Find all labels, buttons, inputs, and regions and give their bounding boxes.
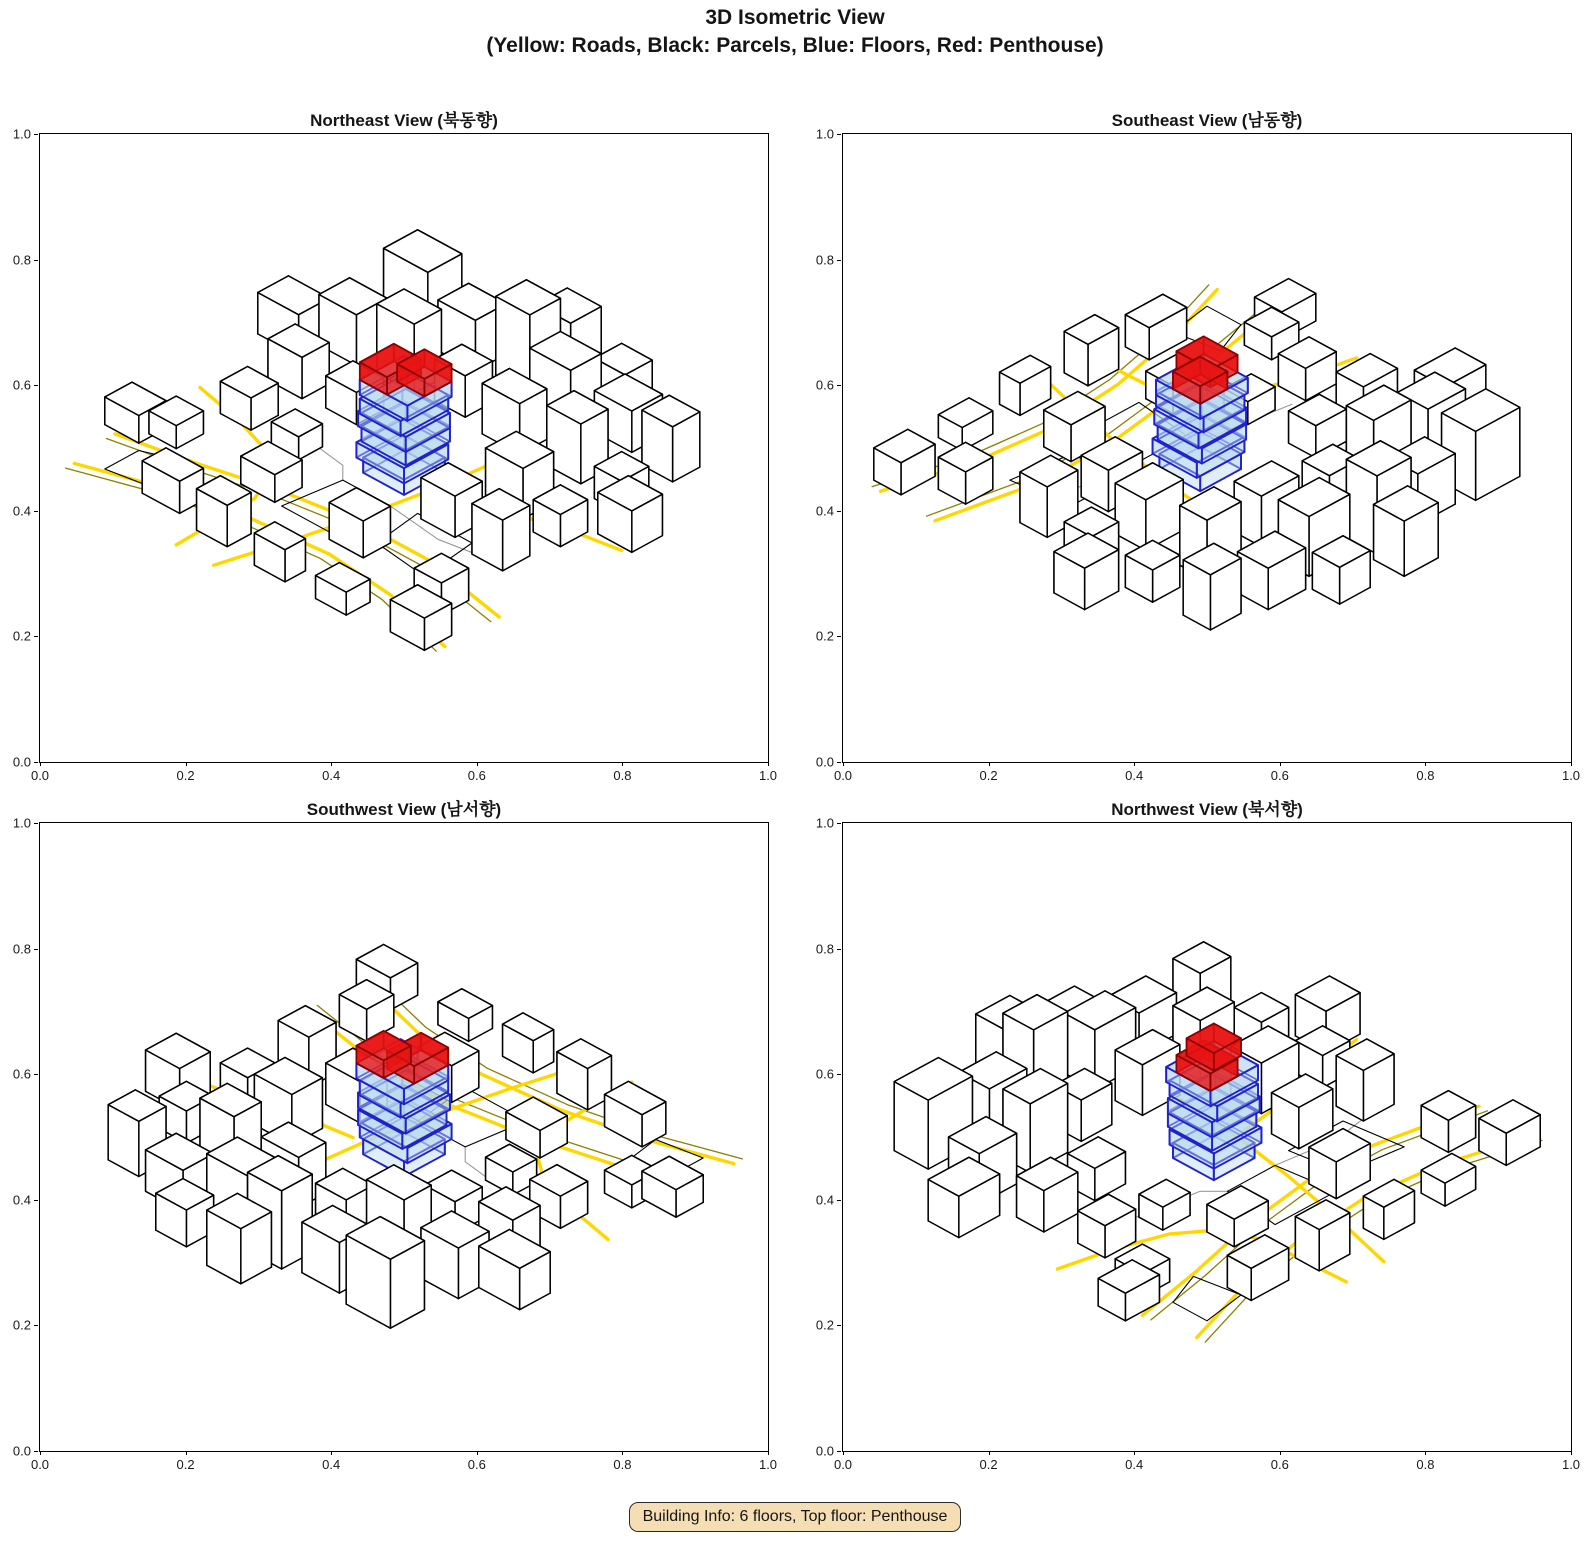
x-tick-label: 0.6 <box>1270 1457 1289 1472</box>
y-tick-mark <box>34 823 38 824</box>
y-tick-label: 0.6 <box>12 377 31 393</box>
y-tick-label: 0.6 <box>815 377 834 393</box>
subplot-northeast <box>1 104 811 804</box>
x-tick-label: 0.2 <box>979 1457 998 1472</box>
x-tick-mark <box>40 1451 41 1455</box>
x-tick-mark <box>768 1451 769 1455</box>
y-tick-mark <box>837 636 841 637</box>
y-tick-label: 0.4 <box>12 503 31 519</box>
y-tick-label: 0.2 <box>815 1317 834 1333</box>
y-tick-label: 0.2 <box>12 1317 31 1333</box>
y-tick-label: 0.0 <box>12 1443 31 1459</box>
plot-area-southeast <box>842 133 1572 763</box>
y-tick-label: 0.4 <box>12 1192 31 1208</box>
x-tick-mark <box>989 762 990 766</box>
isometric-scene-canvas <box>843 823 1571 1451</box>
x-tick-mark <box>40 762 41 766</box>
isometric-scene-canvas <box>843 134 1571 762</box>
y-tick-mark <box>34 762 38 763</box>
x-tick-mark <box>477 1451 478 1455</box>
x-tick-label: 0.2 <box>176 768 195 783</box>
y-tick-mark <box>34 385 38 386</box>
y-tick-label: 0.0 <box>12 754 31 770</box>
y-tick-mark <box>34 949 38 950</box>
y-tick-mark <box>837 1325 841 1326</box>
y-tick-label: 0.2 <box>12 628 31 644</box>
y-tick-label: 0.8 <box>12 252 31 268</box>
plot-area-southwest <box>39 822 769 1452</box>
x-tick-mark <box>768 762 769 766</box>
y-tick-label: 1.0 <box>12 815 31 831</box>
subplot-southeast <box>804 104 1590 804</box>
x-tick-mark <box>1571 762 1572 766</box>
y-tick-label: 1.0 <box>815 815 834 831</box>
plot-area-northeast <box>39 133 769 763</box>
y-tick-mark <box>34 134 38 135</box>
x-tick-mark <box>1280 762 1281 766</box>
y-tick-label: 0.0 <box>815 754 834 770</box>
x-tick-mark <box>843 762 844 766</box>
x-tick-mark <box>1425 1451 1426 1455</box>
x-tick-label: 0.0 <box>30 768 50 783</box>
building-info-badge: Building Info: 6 floors, Top floor: Penthouse <box>629 1502 962 1532</box>
x-tick-label: 0.0 <box>833 1457 853 1472</box>
y-tick-mark <box>34 1200 38 1201</box>
y-tick-mark <box>34 636 38 637</box>
plot-area-northwest <box>842 822 1572 1452</box>
x-tick-mark <box>186 762 187 766</box>
y-tick-mark <box>837 823 841 824</box>
subplot-title-southwest: Southwest View (남서향) <box>306 800 502 819</box>
x-tick-label: 0.2 <box>176 1457 195 1472</box>
isometric-scene-canvas <box>40 823 768 1451</box>
x-tick-mark <box>477 762 478 766</box>
y-tick-label: 0.8 <box>815 941 834 957</box>
building-info-badge-row <box>0 1502 1590 1532</box>
y-tick-mark <box>837 385 841 386</box>
y-tick-mark <box>34 1325 38 1326</box>
x-tick-label: 0.8 <box>1416 768 1435 783</box>
x-tick-label: 1.0 <box>758 768 778 783</box>
y-tick-label: 0.6 <box>12 1066 31 1082</box>
figure-title: 3D Isometric View <box>705 6 885 29</box>
x-tick-label: 0.6 <box>467 1457 486 1472</box>
y-tick-label: 0.4 <box>815 503 834 519</box>
subplot-northwest <box>804 793 1590 1493</box>
y-tick-mark <box>34 260 38 261</box>
x-tick-mark <box>843 1451 844 1455</box>
x-tick-label: 0.8 <box>613 768 632 783</box>
x-tick-mark <box>1280 1451 1281 1455</box>
x-tick-label: 0.0 <box>30 1457 50 1472</box>
y-tick-label: 0.4 <box>815 1192 834 1208</box>
x-tick-label: 0.4 <box>322 768 341 783</box>
y-tick-mark <box>837 134 841 135</box>
x-tick-label: 0.8 <box>1416 1457 1435 1472</box>
x-tick-label: 0.8 <box>613 1457 632 1472</box>
x-tick-mark <box>331 762 332 766</box>
x-tick-label: 0.6 <box>467 768 486 783</box>
y-tick-mark <box>837 511 841 512</box>
x-tick-mark <box>622 762 623 766</box>
y-tick-mark <box>837 762 841 763</box>
x-tick-label: 1.0 <box>1561 768 1581 783</box>
y-tick-label: 0.2 <box>815 628 834 644</box>
x-tick-mark <box>1571 1451 1572 1455</box>
x-tick-label: 0.2 <box>979 768 998 783</box>
y-tick-label: 0.6 <box>815 1066 834 1082</box>
y-tick-label: 1.0 <box>815 126 834 142</box>
y-tick-mark <box>837 949 841 950</box>
x-tick-mark <box>1134 1451 1135 1455</box>
x-tick-mark <box>331 1451 332 1455</box>
x-tick-mark <box>1134 762 1135 766</box>
subplot-title-southeast: Southeast View (남동향) <box>1111 111 1303 130</box>
y-tick-mark <box>837 1074 841 1075</box>
x-tick-label: 0.4 <box>1125 768 1144 783</box>
x-tick-mark <box>1425 762 1426 766</box>
y-tick-label: 1.0 <box>12 126 31 142</box>
subplot-southwest <box>1 793 811 1493</box>
y-tick-label: 0.8 <box>815 252 834 268</box>
x-tick-label: 1.0 <box>1561 1457 1581 1472</box>
x-tick-mark <box>186 1451 187 1455</box>
x-tick-label: 1.0 <box>758 1457 778 1472</box>
subplot-title-northwest: Northwest View (북서향) <box>1111 800 1303 819</box>
figure-subtitle: (Yellow: Roads, Black: Parcels, Blue: Floors, Red: Penthouse) <box>486 34 1104 57</box>
x-tick-label: 0.4 <box>1125 1457 1144 1472</box>
x-tick-mark <box>622 1451 623 1455</box>
x-tick-mark <box>989 1451 990 1455</box>
y-tick-mark <box>837 260 841 261</box>
y-tick-mark <box>34 511 38 512</box>
x-tick-label: 0.4 <box>322 1457 341 1472</box>
subplot-title-northeast: Northeast View (북동향) <box>310 111 498 130</box>
y-tick-label: 0.0 <box>815 1443 834 1459</box>
y-tick-label: 0.8 <box>12 941 31 957</box>
x-tick-label: 0.0 <box>833 768 853 783</box>
x-tick-label: 0.6 <box>1270 768 1289 783</box>
y-tick-mark <box>837 1451 841 1452</box>
y-tick-mark <box>34 1451 38 1452</box>
y-tick-mark <box>837 1200 841 1201</box>
isometric-scene-canvas <box>40 134 768 762</box>
y-tick-mark <box>34 1074 38 1075</box>
